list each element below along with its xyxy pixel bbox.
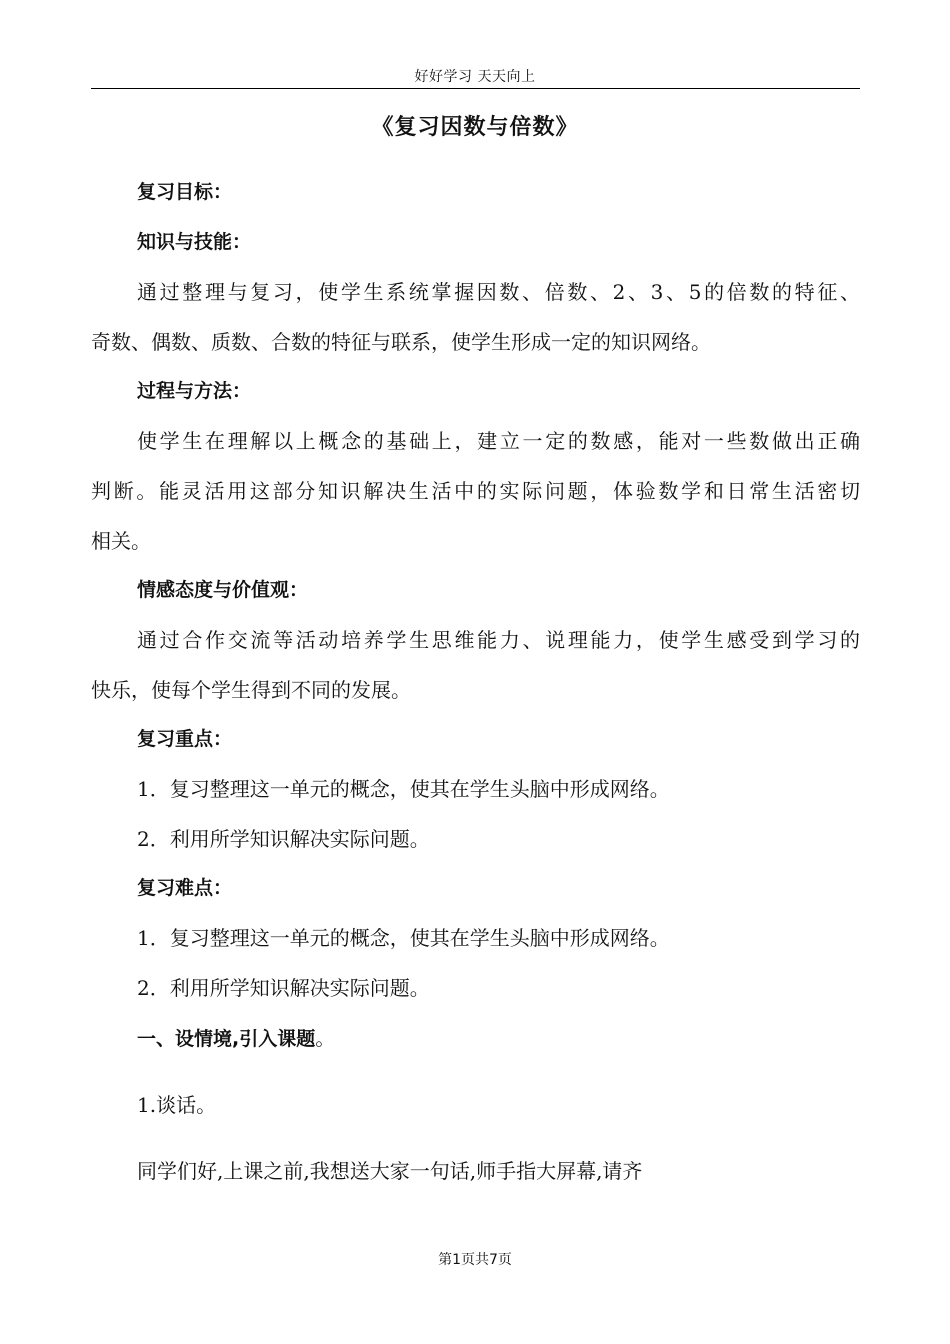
knowledge-heading: 知识与技能： — [137, 231, 252, 253]
page-footer-info: 第1页共7页 — [438, 1252, 512, 1268]
emotion-heading: 情感态度与价值观： — [137, 579, 309, 601]
page-header-text: 好好学习 天天向上 — [414, 69, 536, 85]
keypoints-item-1: 1．复习整理这一单元的概念，使其在学生头脑中形成网络。 — [137, 777, 670, 801]
process-heading: 过程与方法： — [137, 380, 252, 402]
process-paragraph-line-2: 判断。能灵活用这部分知识解决生活中的实际问题，体验数学和日常生活密切 — [91, 479, 860, 503]
keypoints-item-2: 2．利用所学知识解决实际问题。 — [137, 827, 430, 851]
section-1-heading: 一、设情境,引入课题 — [137, 1028, 316, 1050]
talk-label: 1.谈话。 — [137, 1093, 217, 1117]
emotion-paragraph-line-1: 通过合作交流等活动培养学生思维能力、说理能力，使学生感受到学习的 — [137, 628, 860, 652]
knowledge-paragraph-line-2: 奇数、偶数、质数、合数的特征与联系，使学生形成一定的知识网络。 — [91, 330, 711, 354]
section-1-heading-punct: 。 — [315, 1026, 336, 1050]
process-paragraph-line-3: 相关。 — [91, 529, 151, 553]
section-1-heading-row — [137, 1022, 335, 1051]
talk-text: 同学们好,上课之前,我想送大家一句话,师手指大屏幕,请齐 — [137, 1159, 643, 1183]
process-paragraph-line-1: 使学生在理解以上概念的基础上，建立一定的数感，能对一些数做出正确 — [137, 429, 860, 453]
emotion-paragraph-line-2: 快乐，使每个学生得到不同的发展。 — [91, 678, 411, 702]
difficulty-heading: 复习难点： — [137, 877, 233, 899]
difficulty-item-2: 2．利用所学知识解决实际问题。 — [137, 976, 430, 1000]
document-title: 《复习因数与倍数》 — [371, 115, 579, 140]
knowledge-paragraph-line-1: 通过整理与复习，使学生系统掌握因数、倍数、2、3、5的倍数的特征、 — [137, 280, 860, 304]
keypoints-heading: 复习重点： — [137, 728, 233, 750]
header-divider — [91, 88, 860, 89]
difficulty-item-1: 1．复习整理这一单元的概念，使其在学生头脑中形成网络。 — [137, 926, 670, 950]
objectives-heading: 复习目标： — [137, 181, 233, 203]
